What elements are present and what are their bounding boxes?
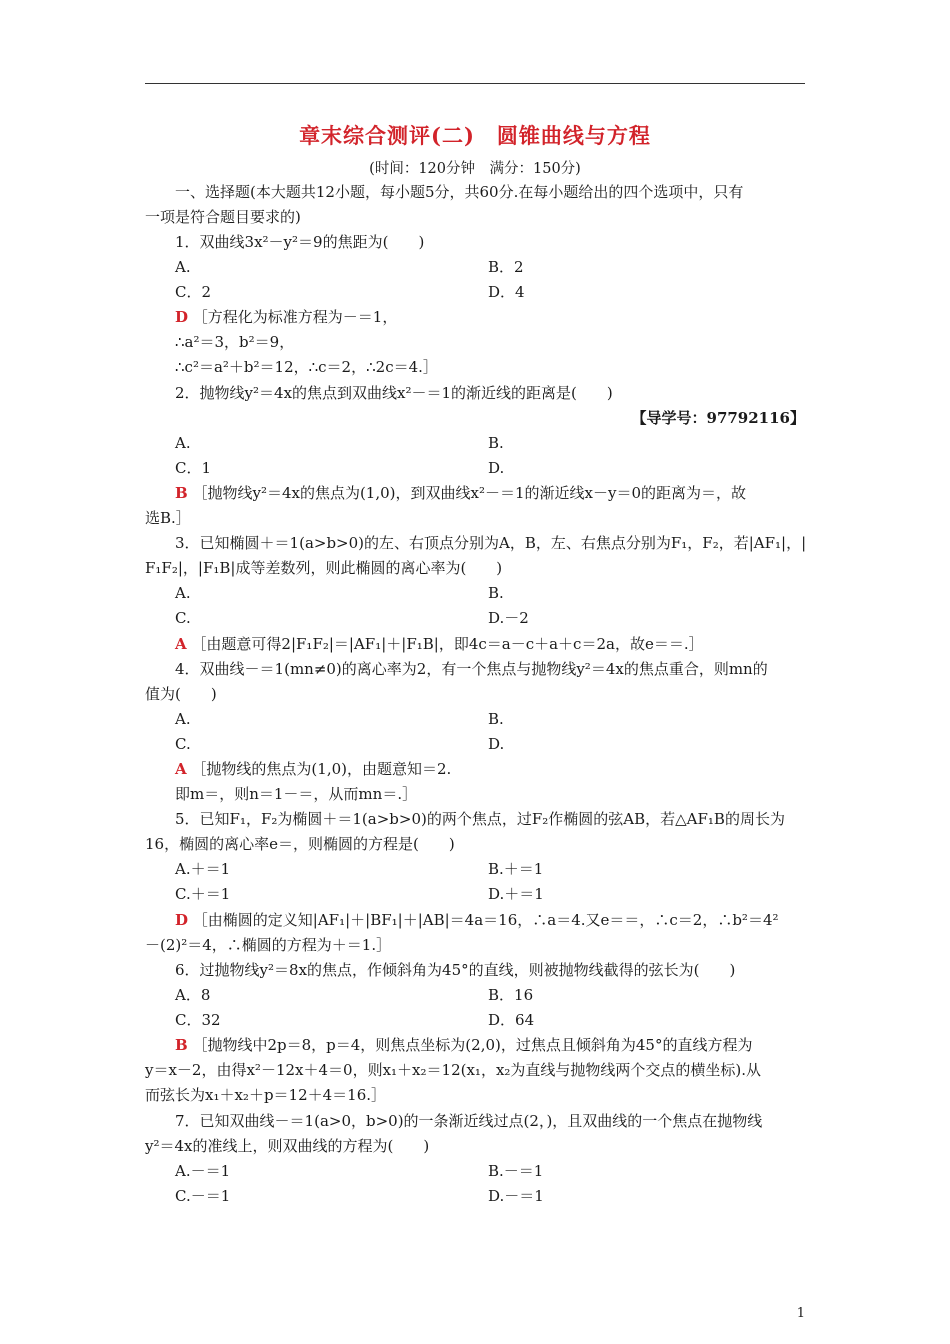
- q3-solution: A ［由题意可得2|F₁F₂|＝|AF₁|＋|F₁B|，即4c＝a－c＋a＋c＝2a，故e＝＝.］: [175, 635, 704, 653]
- q1-stem: 1．双曲线3x²－y²＝9的焦距为( ): [175, 233, 425, 251]
- q4-stem: 4．双曲线－＝1(mn≠0)的离心率为2，有一个焦点与抛物线y²＝4x的焦点重合，则mn的: [175, 660, 768, 678]
- q2-option-b: B.: [488, 434, 504, 452]
- q1-option-c: C．2: [175, 283, 212, 301]
- q6-option-d: D．64: [488, 1011, 535, 1029]
- q7-option-c: C.－＝1: [175, 1187, 231, 1205]
- q6-stem: 6．过抛物线y²＝8x的焦点，作倾斜角为45°的直线，则被抛物线截得的弦长为( ): [175, 961, 736, 979]
- q6-answer: B: [175, 1036, 188, 1054]
- q5-option-d: D.＋＝1: [488, 885, 544, 903]
- q2-option-c: C．1: [175, 459, 212, 477]
- q4-answer: A: [175, 760, 187, 778]
- q5-option-a: A.＋＝1: [175, 860, 231, 878]
- q5-stem: 5．已知F₁，F₂为椭圆＋＝1(a>b>0)的两个焦点，过F₂作椭圆的弦AB，若△AF₁B的周长为: [175, 810, 785, 828]
- q1-option-d: D．4: [488, 283, 525, 301]
- q7-stem: 7．已知双曲线－＝1(a>0，b>0)的一条渐近线过点(2，)，且双曲线的一个焦点在抛物线: [175, 1112, 763, 1130]
- q7-option-d: D.－＝1: [488, 1187, 544, 1205]
- q5-option-b: B.＋＝1: [488, 860, 544, 878]
- page-subtitle: (时间：120分钟 满分：150分): [369, 161, 581, 177]
- q2-option-d: D.: [488, 459, 505, 477]
- q5-answer: D: [175, 911, 189, 929]
- q6-solution: B ［抛物线中2p＝8，p＝4，则焦点坐标为(2,0)，过焦点且倾斜角为45°的直线方程为: [175, 1036, 753, 1054]
- q4-option-c: C.: [175, 735, 191, 753]
- q2-solution: B ［抛物线y²＝4x的焦点为(1,0)，到双曲线x²－＝1的渐近线x－y＝0的距离为＝，故: [175, 484, 747, 502]
- q4-option-d: D.: [488, 735, 505, 753]
- q5-stem-cont: 16，椭圆的离心率e＝，则椭圆的方程是( ): [145, 835, 455, 853]
- q4-solution: A ［抛物线的焦点为(1,0)，由题意知＝2.: [175, 760, 452, 778]
- q5-solution-line: －(2)²＝4，∴椭圆的方程为＋＝1.］: [145, 936, 392, 954]
- q3-stem: 3．已知椭圆＋＝1(a>b>0)的左、右顶点分别为A，B，左、右焦点分别为F₁，F₂，若|AF₁|，|: [175, 534, 807, 552]
- q1-solution-line: ∴c²＝a²＋b²＝12，∴c＝2，∴2c＝4.］: [175, 358, 438, 376]
- q1-answer: D: [175, 308, 189, 326]
- q3-option-b: B.: [488, 584, 504, 602]
- q6-option-c: C．32: [175, 1011, 221, 1029]
- q1-option-a: A.: [175, 258, 191, 276]
- q4-solution-line: 即m＝，则n＝1－＝，从而mn＝.］: [175, 785, 418, 803]
- q7-option-a: A.－＝1: [175, 1162, 231, 1180]
- header-rule: [145, 83, 805, 84]
- q5-option-c: C.＋＝1: [175, 885, 231, 903]
- q7-option-b: B.－＝1: [488, 1162, 544, 1180]
- q6-option-b: B．16: [488, 986, 534, 1004]
- q4-stem-cont: 值为( ): [145, 685, 217, 703]
- q2-option-a: A.: [175, 434, 191, 452]
- section-heading-cont: 一项是符合题目要求的): [145, 208, 301, 226]
- q6-solution-line: y＝x－2，由得x²－12x＋4＝0，则x₁＋x₂＝12(x₁，x₂为直线与抛物线两个交点的横坐标).从: [145, 1061, 762, 1079]
- q6-option-a: A．8: [175, 986, 211, 1004]
- page-number: 1: [796, 1306, 805, 1321]
- q1-option-b: B．2: [488, 258, 524, 276]
- q5-solution: D ［由椭圆的定义知|AF₁|＋|BF₁|＋|AB|＝4a＝16，∴a＝4.又e＝＝，∴c＝2，∴b²＝4²: [175, 911, 779, 929]
- q3-stem-cont: F₁F₂|，|F₁B|成等差数列，则此椭圆的离心率为( ): [145, 559, 503, 577]
- q6-solution-line: 而弦长为x₁＋x₂＋p＝12＋4＝16.］: [145, 1086, 387, 1104]
- q4-option-a: A.: [175, 710, 191, 728]
- q7-stem-cont: y²＝4x的准线上，则双曲线的方程为( ): [145, 1137, 430, 1155]
- q3-option-a: A.: [175, 584, 191, 602]
- q1-solution-line: ∴a²＝3，b²＝9，: [175, 333, 295, 351]
- section-heading: 一、选择题(本大题共12小题，每小题5分，共60分.在每小题给出的四个选项中，只有: [175, 183, 744, 201]
- q2-solution-line: 选B.］: [145, 509, 191, 527]
- q3-option-c: C.: [175, 609, 191, 627]
- page-title: 章末综合测评(二) 圆锥曲线与方程: [299, 123, 651, 148]
- q4-option-b: B.: [488, 710, 504, 728]
- q3-answer: A: [175, 635, 187, 653]
- q2-stem: 2．抛物线y²＝4x的焦点到双曲线x²－＝1的渐近线的距离是( ): [175, 384, 613, 402]
- q2-ref-number: 【导学号：97792116】: [631, 409, 805, 427]
- q3-option-d: D.－2: [488, 609, 529, 627]
- q2-answer: B: [175, 484, 188, 502]
- q1-solution: D ［方程化为标准方程为－＝1，: [175, 308, 398, 326]
